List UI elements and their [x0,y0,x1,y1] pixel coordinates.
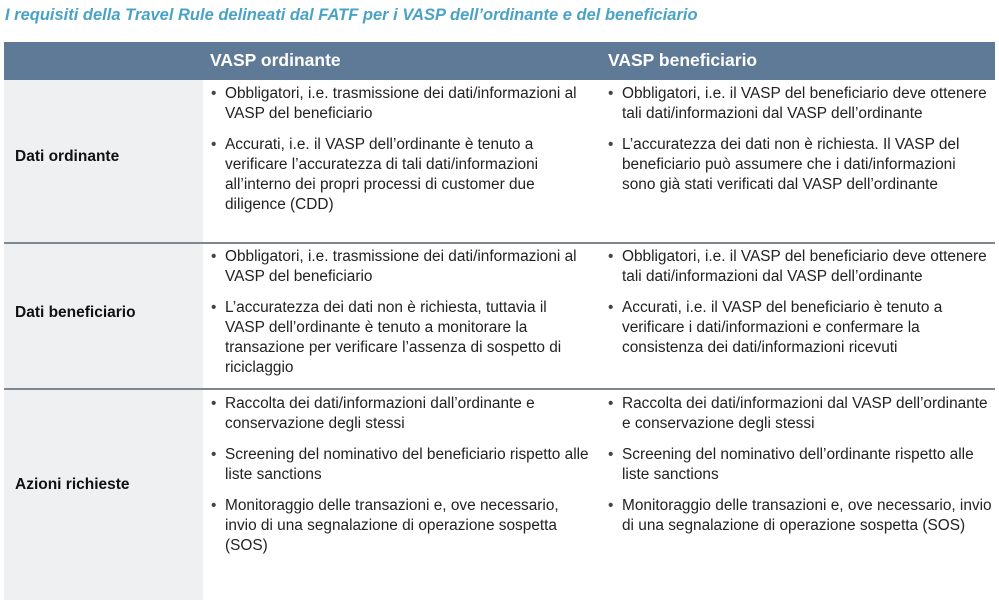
bullet-item: • Screening del nominativo dell’ordinante rispetto alle liste sanctions [607,445,993,485]
row-label-dati-ordinante: Dati ordinante [15,148,120,165]
bullet-item: • Obbligatori, i.e. il VASP del beneficiario deve ottenere tali dati/informazioni dal VASP dell’ordinante [607,247,993,287]
bullet-item: • Raccolta dei dati/informazioni dall’ordinante e conservazione degli stessi [210,394,590,434]
bullet-item: • Monitoraggio delle transazioni e, ove necessario, invio di una segnalazione di operazione sospetta (SOS) [210,496,590,556]
table-row-dati-beneficiario [4,244,995,388]
bullet-item: • Obbligatori, i.e. trasmissione dei dati/informazioni al VASP del beneficiario [210,84,590,124]
bullet-item: • L’accuratezza dei dati non è richiesta. Il VASP del beneficiario può assumere che i dati/informazioni sono già stati verificati dal VASP dell’ordinante [607,135,993,195]
cell-beneficiario-vasp-ordinante [210,247,590,389]
bullet-item: • Obbligatori, i.e. trasmissione dei dati/informazioni al VASP del beneficiario [210,247,590,287]
table-row-azioni-richieste [4,390,995,600]
row-label-dati-beneficiario: Dati beneficiario [15,304,136,321]
cell-beneficiario-vasp-beneficiario [607,247,993,369]
row-label-azioni-richieste: Azioni richieste [15,476,130,493]
header-vasp-beneficiario: VASP beneficiario [608,50,758,70]
bullet-item: • Raccolta dei dati/informazioni dal VASP dell’ordinante e conservazione degli stessi [607,394,993,434]
bullet-item: • Monitoraggio delle transazioni e, ove necessario, invio di una segnalazione di operazione sospetta (SOS) [607,496,993,536]
table-row-dati-ordinante [4,80,995,242]
bullet-item: • Accurati, i.e. il VASP del beneficiario è tenuto a verificare i dati/informazioni e confermare la consistenza dei dati/informazioni ricevuti [607,298,993,358]
cell-azioni-vasp-ordinante [210,394,590,567]
header-vasp-ordinante: VASP ordinante [210,50,341,70]
bullet-item: • Accurati, i.e. il VASP dell’ordinante è tenuto a verificare l’accuratezza di tali dati/informazioni all’interno dei propri processi di customer due diligence (CDD) [210,135,590,215]
row-label-cell [4,80,203,242]
table-header [4,42,995,80]
cell-ordinante-vasp-beneficiario [607,84,993,206]
bullet-item: • Obbligatori, i.e. il VASP del beneficiario deve ottenere tali dati/informazioni dal VASP dell’ordinante [607,84,993,124]
cell-azioni-vasp-beneficiario [607,394,993,547]
row-label-cell [4,390,203,600]
bullet-item: • Screening del nominativo del beneficiario rispetto alle liste sanctions [210,445,590,485]
bullet-item: • L’accuratezza dei dati non è richiesta, tuttavia il VASP dell’ordinante è tenuto a monitorare la transazione per verificare l’assenza di sospetto di riciclaggio [210,298,590,378]
document-title: I requisiti della Travel Rule delineati dal FATF per i VASP dell’ordinante e del beneficiario [5,6,698,24]
row-label-cell [4,244,203,388]
travel-rule-table [4,42,995,600]
cell-ordinante-vasp-ordinante [210,84,590,226]
